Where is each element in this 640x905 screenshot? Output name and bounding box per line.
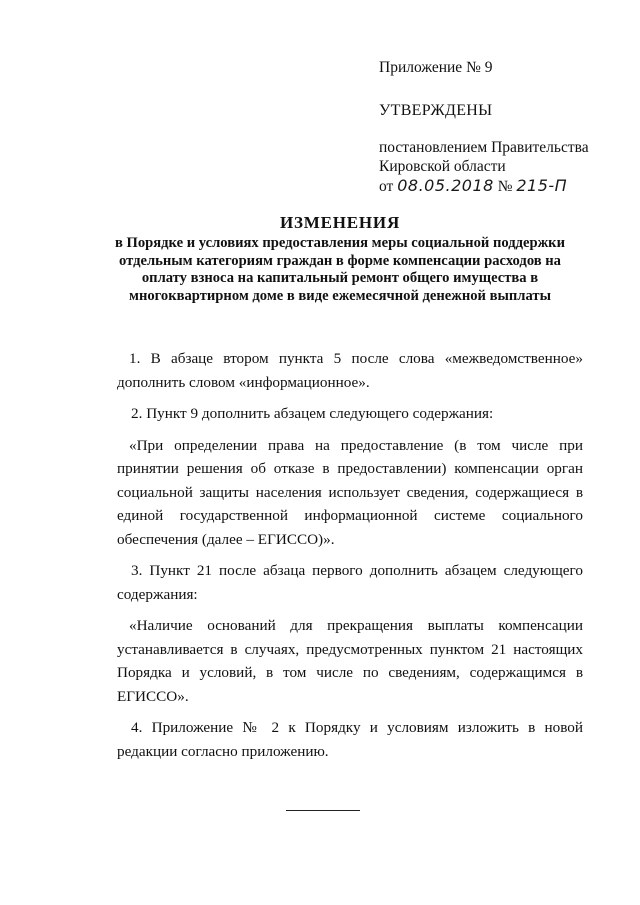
decree-label: постановлением Правительства [379, 139, 589, 156]
document-subtitle: в Порядке и условиях предоставления меры социальной поддержки отдельным категориям граждан в форме компенсации расходов на оплату взноса на капитальный ремонт общего имущества в многоквартирном доме в виде ежемесячной денежной выплаты [114, 235, 565, 304]
appendix-label: Приложение № 9 [379, 59, 493, 76]
date-prefix: от [379, 178, 394, 195]
amendment-paragraph: 3. Пункт 21 после абзаца первого дополнить абзацем следующего содержания: [117, 562, 583, 603]
amendment-quote: «Наличие оснований для прекращения выплаты компенсации устанавливается в случаях, предусмотренных пунктом 21 настоящих Порядка и условий, в том числе по сведениям, содержащимся в ЕГИССО». [117, 617, 583, 705]
closing-divider [286, 810, 360, 811]
amendment-paragraph: 1. В абзаце втором пункта 5 после слова «межведомственное» дополнить словом «информационное». [117, 350, 583, 391]
amendment-quote: «При определении права на предоставление (в том числе при принятии решения об отказе в предоставлении) компенсации орган социальной защиты населения использует сведения, содержащиеся в единой государственной информационной системе социального обеспечения (далее – ЕГИССО)». [117, 436, 583, 548]
amendments-body [117, 347, 583, 771]
amendment-paragraph: 2. Пункт 9 дополнить абзацем следующего содержания: [131, 405, 494, 422]
handwritten-number: 215-П [516, 176, 568, 195]
handwritten-date: 08.05.2018 [397, 176, 494, 195]
amendment-paragraph: 4. Приложение № 2 к Порядку и условиям изложить в новой редакции согласно приложению. [117, 719, 583, 760]
number-sign: № [497, 178, 513, 195]
region-label: Кировской области [379, 158, 506, 175]
approval-block [379, 58, 619, 196]
decree-date-line [379, 176, 619, 196]
document-heading [100, 212, 580, 305]
document-title: ИЗМЕНЕНИЯ [279, 213, 401, 232]
approved-label: УТВЕРЖДЕНЫ [379, 102, 493, 119]
